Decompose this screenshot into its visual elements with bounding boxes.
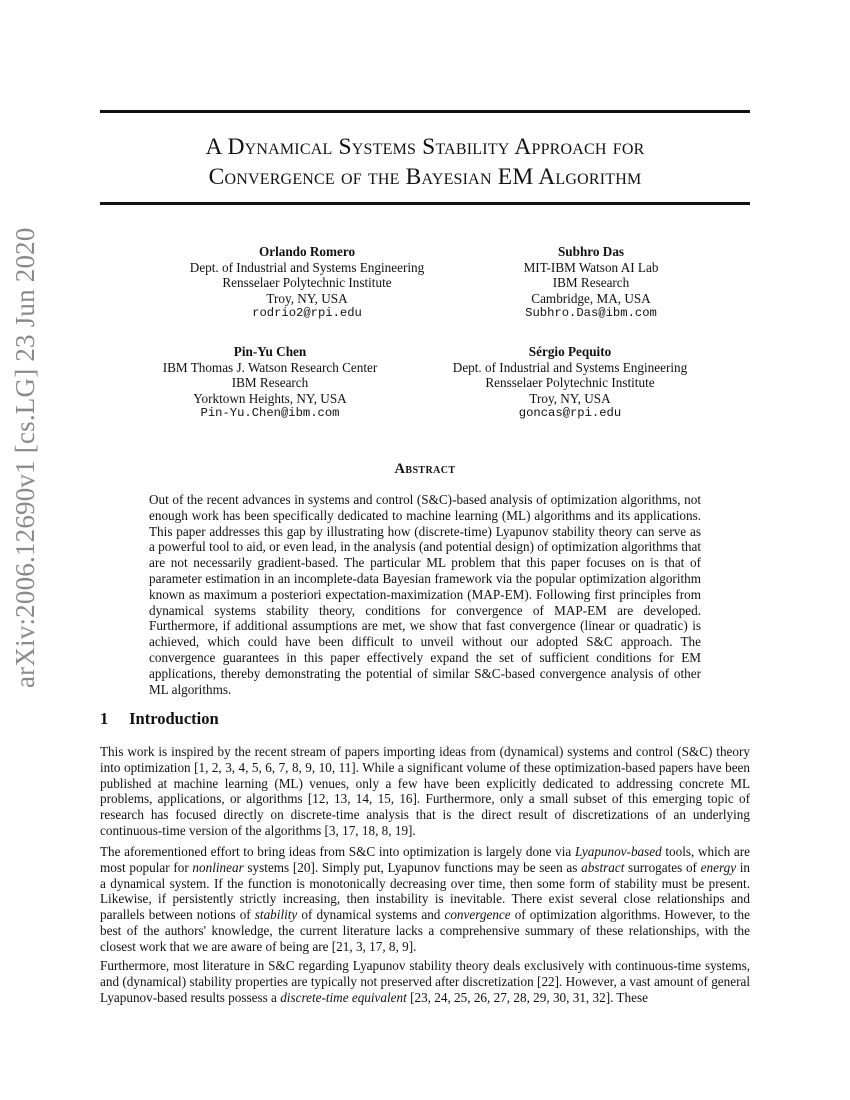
text-run: in a dynamical system. If the function is monotonically decreasing over time, then some form of stability must be present. Likewise, if persistently strictly increasing, then instability is inevitable. There exist several close relationships and parallels between notions of [100,859,751,923]
emphasis-text: abstract [581,859,625,875]
author-block [110,344,430,422]
author-block [431,244,751,322]
title-line-1: A Dynamical Systems Stability Approach for [205,134,645,160]
author-email[interactable]: Pin-Yu.Chen@ibm.com [200,406,340,421]
text-run: Furthermore, most literature in S&C regarding Lyapunov stability theory deals exclusively with continuous-time systems, and (dynamical) stability properties are typically not preserved after discretization [22]. However, a vast amount of general Lyapunov-based results possess a [100,958,750,1005]
author-affiliation-line: IBM Research [552,275,630,291]
text-run: [23, 24, 25, 26, 27, 28, 29, 30, 31, 32]. These [406,989,648,1005]
body-paragraph: This work is inspired by the recent stream of papers importing ideas from (dynamical) systems and control (S&C) theory into optimization [1, 2, 3, 4, 5, 6, 7, 8, 9, 10, 11]. While a significant volume of these optimization-based papers have been published at machine learning (ML) venues, only a few have been explicitly dedicated to addressing concrete ML problems, applications, or algorithms [12, 13, 14, 15, 16]. Furthermore, only a small subset of this emerging topic of research has focused directly on discrete-time analysis that is the direct result of discretizations of an underlying continuous-time version of the algorithms [3, 17, 18, 8, 19]. [100,744,750,838]
emphasis-text: stability [254,907,298,923]
text-run: surrogates of [624,859,701,875]
title-rule-bottom [100,202,750,205]
author-affiliation-line: Troy, NY, USA [529,390,611,406]
text-run: of dynamical systems and [297,907,445,923]
author-block [147,244,467,322]
text-run: of optimization algorithms. However, to the best of the authors' knowledge, the current literature lacks a comprehensive summary of these relationships, with the closest work that we are aware of being are [21, 3, 17, 8, 9]. [100,907,750,954]
author-email[interactable]: goncas@rpi.edu [518,406,622,421]
emphasis-text: discrete-time equivalent [280,989,407,1005]
text-run: systems [20]. Simply put, Lyapunov functions may be seen as [243,859,582,875]
title-rule-top [100,110,750,113]
author-affiliation-line: Rensselaer Polytechnic Institute [485,375,655,391]
author-affiliation-line: IBM Research [231,375,309,391]
author-affiliation-line: Cambridge, MA, USA [531,290,651,306]
author-affiliation-line: IBM Thomas J. Watson Research Center [162,359,378,375]
section-title: Introduction [129,709,219,728]
section-heading [100,709,219,729]
author-name: Sérgio Pequito [528,344,612,359]
section-number: 1 [100,709,109,728]
author-affiliation-line: Troy, NY, USA [266,290,348,306]
author-affiliation-line: MIT-IBM Watson AI Lab [523,259,659,275]
text-run: tools, which are most popular for [100,844,750,875]
body-paragraph [100,844,750,955]
abstract-text: Out of the recent advances in systems and control (S&C)-based analysis of optimization algorithms, not enough work has been specifically dedicated to machine learning (ML) algorithms and its applications. This paper addresses this gap by illustrating how (discrete-time) Lyapunov stability theory can serve as a powerful tool to aid, or even lead, in the analysis (and potential design) of optimization algorithms that are not necessarily gradient-based. The particular ML problem that this paper focuses on is that of parameter estimation in an incomplete-data Bayesian framework via the popular optimization algorithm known as maximum a posteriori expectation-maximization (MAP-EM). Following first principles from dynamical systems stability theory, conditions for convergence of MAP-EM are developed. Furthermore, if additional assumptions are met, we show that fast convergence (linear or quadratic) is achieved, which could have been difficult to unveil without our adopted S&C approach. The convergence guarantees in this paper effectively expand the set of sufficient conditions for EM applications, thereby demonstrating the potential of similar S&C-based convergence analysis of other ML algorithms. [149,492,701,697]
emphasis-text: energy [700,859,737,875]
author-block [410,344,730,422]
author-name: Pin-Yu Chen [233,344,307,359]
author-name: Subhro Das [557,244,625,259]
author-affiliation-line: Dept. of Industrial and Systems Engineering [452,359,688,375]
author-affiliation-line: Rensselaer Polytechnic Institute [222,275,392,291]
text-run: The aforementioned effort to bring ideas from S&C into optimization is largely done via [100,844,575,859]
title-line-2: Convergence of the Bayesian EM Algorithm [208,164,642,190]
body-paragraph [100,958,750,1005]
emphasis-text: convergence [444,907,511,923]
paper-title [100,132,750,192]
author-affiliation-line: Dept. of Industrial and Systems Engineering [189,259,425,275]
abstract-heading: Abstract [394,461,456,477]
arxiv-identifier-stamp[interactable]: arXiv:2006.12690v1 [cs.LG] 23 Jun 2020 [10,227,40,688]
author-affiliation-line: Yorktown Heights, NY, USA [193,390,347,406]
author-name: Orlando Romero [258,244,356,259]
author-email[interactable]: Subhro.Das@ibm.com [525,306,657,321]
emphasis-text: nonlinear [192,859,244,875]
author-email[interactable]: rodrio2@rpi.edu [252,306,362,321]
emphasis-text: Lyapunov-based [574,844,662,859]
